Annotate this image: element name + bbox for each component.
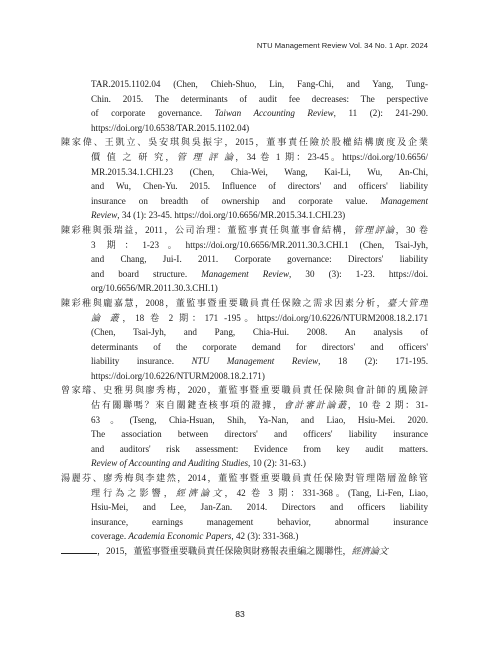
reference-line: Review of Accounting and Auditing Studies, 10 (2): 31-63.) (91, 458, 306, 469)
reference-line: 價 值 之 研 究，管 理 評 論，34 卷 1 期：23-45。https://doi.org/10.6656/ (91, 151, 428, 162)
reference-line: (Chen, Tsai-Jyh, and Pang, Chia-Hui. 2008. An analysis of (91, 327, 428, 338)
reference-line: 理行為之影響，經濟論文，42 卷 3 期：331-368。(Tang, Li-Fen, Liao, (91, 487, 428, 498)
reference-line: coverage. Academia Economic Papers, 42 (3): 331-368.) (91, 531, 299, 542)
reference-line: 估有關聯嗎？來自關鍵查核事項的證據，會計審計論叢，10 卷 2 期：31- (91, 400, 428, 411)
reference-line: and board structure. Management Review, 30 (3): 1-23. https://doi. (91, 268, 428, 279)
reference-line: 63。(Tseng, Chia-Hsuan, Shih, Ya-Nan, and Liao, Hsiu-Mei. 2020. (91, 414, 428, 425)
reference-entry (91, 544, 428, 559)
volume-info: Vol. 34 No. 1 Apr. 2024 (349, 41, 428, 50)
reference-line: insurance, earnings management behavior, abnormal insurance (91, 516, 428, 527)
reference-entry (61, 471, 428, 544)
reference-line: and Chang, Jui-I. 2011. Corporate governance: Directors' liability (91, 254, 428, 265)
reference-line: 陳彩稚與龐嘉慧，2008，董監事暨重要職員責任保險之需求因素分析，臺大管理 (61, 297, 428, 308)
reference-line: TAR.2015.1102.04 (Chen, Chieh-Shuo, Lin, Fang-Chi, and Yang, Tung- (91, 79, 428, 89)
author-repeat-dash (61, 544, 97, 554)
reference-entry (61, 223, 428, 296)
reference-line: https://doi.org/10.6538/TAR.2015.1102.04) (91, 122, 250, 133)
reference-line: 曾家璿、史雅男與廖秀梅，2020，董監事暨重要職員責任保險與會計師的風險評 (61, 385, 428, 396)
reference-entry (61, 383, 428, 471)
page-number: 83 (235, 609, 245, 619)
reference-line: and Wu, Chen-Yu. 2015. Influence of directors' and officers' liability (91, 181, 428, 192)
reference-line: and auditors' risk assessment: Evidence from key audit matters. (91, 443, 428, 454)
reference-line: of corporate governance. Taiwan Accounting Review, 11 (2): 241-290. (91, 108, 428, 119)
reference-list (61, 77, 428, 559)
reference-line: liability insurance. NTU Management Review, 18 (2): 171-195. (91, 356, 428, 367)
reference-line: insurance on breadth of ownership and corporate value. Management (91, 195, 428, 206)
reference-line: Hsiu-Mei, and Lee, Jan-Zan. 2014. Directors and officers liability (91, 502, 428, 513)
reference-entry (91, 77, 428, 135)
running-header (257, 41, 428, 50)
reference-line: 論 叢，18 卷 2 期：171 -195。https://doi.org/10.6226/NTURM2008.18.2.171 (91, 312, 428, 323)
reference-line: Chin. 2015. The determinants of audit fee decreases: The perspective (91, 93, 428, 104)
reference-line: The association between directors' and officers' liability insurance (91, 429, 428, 440)
reference-line: 湯麗芬、廖秀梅與李建然，2014，董監事暨重要職員責任保險對管理階層盈餘管 (61, 473, 428, 484)
reference-line: Review, 34 (1): 23-45. https://doi.org/10.6656/MR.2015.34.1.CHI.23) (91, 210, 346, 221)
reference-line: determinants of the corporate demand for directors' and officers' (91, 341, 428, 352)
journal-name: NTU Management Review (256, 41, 347, 50)
reference-line: org/10.6656/MR.2011.30.3.CHI.1) (91, 283, 218, 294)
reference-line: 陳家偉、王凱立、吳安琪與吳振宇，2015，董事責任險於股權結構廣度及企業 (61, 137, 428, 148)
reference-line: MR.2015.34.1.CHI.23 (Chen, Chia-Wei, Wang, Kai-Li, Wu, An-Chi, (91, 166, 428, 177)
reference-entry (61, 135, 428, 223)
reference-entry (61, 296, 428, 384)
reference-line: ，2015，董監事暨重要職員責任保險與財務報表重編之關聯性，經濟論文 (61, 544, 428, 559)
reference-line: 3 期：1-23。https://doi.org/10.6656/MR.2011.30.3.CHI.1 (Chen, Tsai-Jyh, (91, 239, 428, 250)
reference-line: 陳彩稚與張瑞益，2011，公司治理：董監事責任與董事會結構，管理評論，30 卷 (61, 224, 428, 235)
reference-line: https://doi.org/10.6226/NTURM2008.18.2.171) (91, 370, 265, 381)
